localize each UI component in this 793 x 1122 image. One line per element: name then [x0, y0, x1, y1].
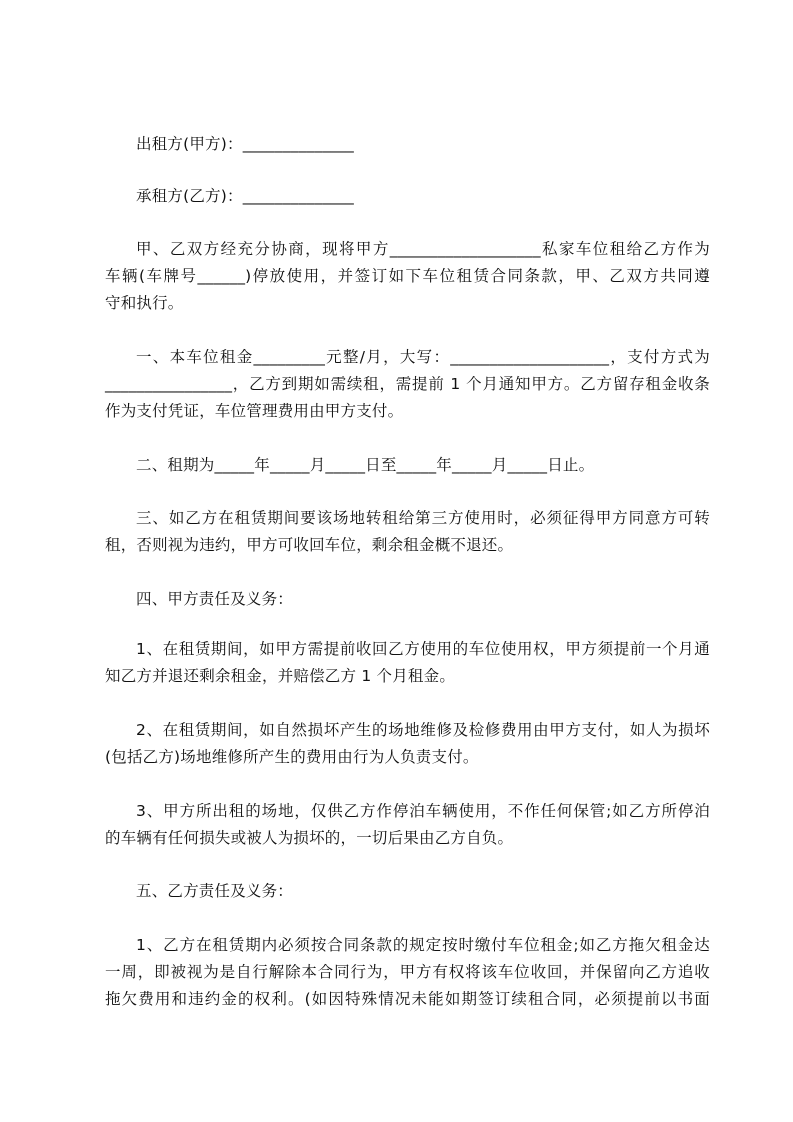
clause5-item1-line-1: 1、乙方在租赁期内必须按合同条款的规定按时缴付车位租金;如乙方拖欠租金达 [136, 936, 710, 954]
clause4-item2-line-2: (包括乙方)场地维修所产生的费用由行为人负责支付。 [105, 748, 479, 766]
clause4-item1-line-2: 知乙方并退还剩余租金，并赔偿乙方 1 个月租金。 [105, 667, 456, 685]
clause2-line-1: 二、租期为_____年_____月_____日至_____年_____月_____日止。 [136, 456, 595, 474]
clause5-item1-line-2: 一周，即被视为是自行解除本合同行为，甲方有权将该车位收回，并保留向乙方追收 [105, 963, 710, 981]
clause4-item1-line-1: 1、在租赁期间，如甲方需提前收回乙方使用的车位使用权，甲方须提前一个月通 [136, 640, 710, 658]
intro-line-2: 车辆(车牌号______)停放使用，并签订如下车位租赁合同条款，甲、乙双方共同遵 [105, 267, 710, 285]
intro-line-1: 甲、乙双方经充分协商，现将甲方___________________私家车位租给乙方作为 [136, 240, 710, 258]
clause4-item2-line-1: 2、在租赁期间，如自然损坏产生的场地维修及检修费用由甲方支付，如人为损坏 [136, 721, 710, 739]
clause4-heading: 四、甲方责任及义务： [136, 590, 294, 608]
clause1-line-2: ________________，乙方到期如需续租，需提前 1 个月通知甲方。乙方留存租金收条 [105, 375, 710, 393]
lessee-line: 承租方(乙方)：______________ [136, 187, 354, 205]
lessor-line: 出租方(甲方)：______________ [136, 135, 354, 153]
clause1-line-1: 一、本车位租金_________元整/月，大写：____________________，支付方式为 [136, 348, 710, 366]
clause3-line-2: 租，否则视为违约，甲方可收回车位，剩余租金概不退还。 [105, 536, 514, 554]
clause5-heading: 五、乙方责任及义务： [136, 882, 294, 900]
clause3-line-1: 三、如乙方在租赁期间要该场地转租给第三方使用时，必须征得甲方同意方可转 [136, 509, 710, 527]
clause4-item3-line-1: 3、甲方所出租的场地，仅供乙方作停泊车辆使用，不作任何保管;如乙方所停泊 [136, 802, 710, 820]
intro-line-3: 守和执行。 [105, 294, 184, 312]
clause4-item3-line-2: 的车辆有任何损失或被人为损坏的，一切后果由乙方自负。 [105, 829, 514, 847]
clause5-item1-line-3: 拖欠费用和违约金的权利。(如因特殊情况未能如期签订续租合同，必须提前以书面 [105, 990, 710, 1008]
clause1-line-3: 作为支付凭证，车位管理费用由甲方支付。 [105, 402, 404, 420]
